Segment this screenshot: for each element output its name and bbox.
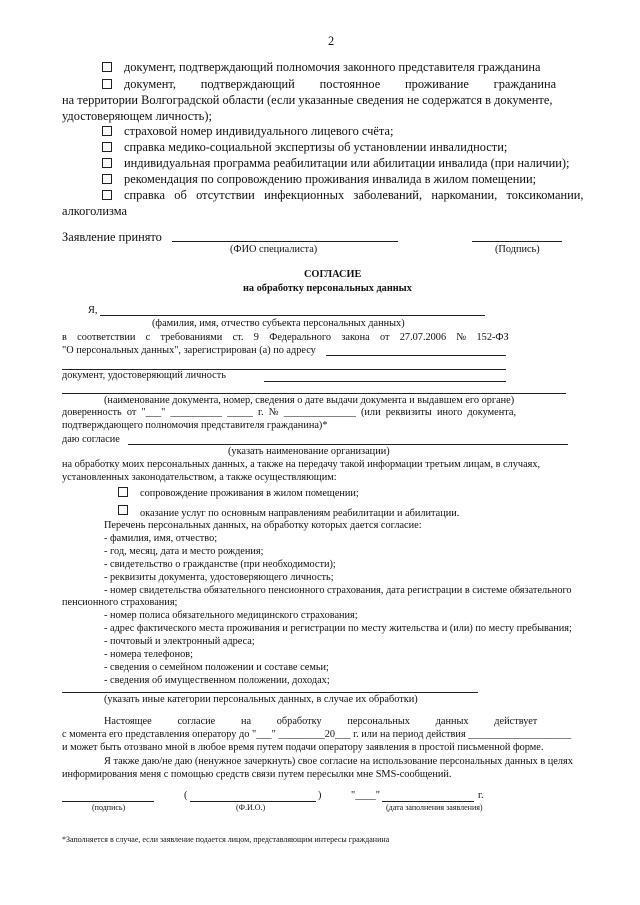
pd-list-intro: Перечень персональных данных, на обработку которых дается согласие: bbox=[104, 520, 422, 531]
fio-paren-close: ) bbox=[318, 790, 322, 801]
other-categories-caption: (указать иные категории персональных данных, в случае их обработки) bbox=[104, 694, 418, 705]
pd-item: - сведения о семейном положении и составе семьи; bbox=[104, 662, 329, 673]
checkbox-housing-support[interactable] bbox=[118, 487, 128, 497]
accepted-fio-caption: (ФИО специалиста) bbox=[230, 244, 318, 255]
date-line[interactable] bbox=[382, 801, 474, 802]
accepted-sign-line[interactable] bbox=[472, 241, 562, 242]
doc-item-legal-rep: документ, подтверждающий полномочия законного представителя гражданина bbox=[124, 60, 541, 74]
pd-item: - сведения об имущественном положении, доходах; bbox=[104, 675, 330, 686]
consent-to-label: даю согласие bbox=[62, 434, 120, 445]
pd-item: - год, месяц, дата и место рождения; bbox=[104, 546, 264, 557]
date-caption: (дата заполнения заявления) bbox=[386, 803, 483, 812]
pd-item: - фамилия, имя, отчество; bbox=[104, 533, 218, 544]
pd-item: - реквизиты документа, удостоверяющего личность; bbox=[104, 572, 334, 583]
checkbox-rehab-services[interactable] bbox=[118, 505, 128, 515]
doc-item-mse: справка медико-социальной экспертизы об установлении инвалидности; bbox=[124, 140, 508, 154]
pd-item: - номер полиса обязательного медицинского страхования; bbox=[104, 610, 358, 621]
fio-caption: (Ф.И.О.) bbox=[236, 803, 266, 812]
other-categories-line[interactable] bbox=[62, 692, 478, 693]
consent-title: СОГЛАСИЕ bbox=[304, 269, 362, 280]
validity-line-3: и может быть отозвано мной в любое время путем подачи оператору заявления в простой письменной форме. bbox=[62, 742, 544, 753]
checkbox-ipra[interactable] bbox=[102, 158, 112, 168]
pd-item: - почтовый и электронный адреса; bbox=[104, 636, 255, 647]
processing-line: на обработку моих персональных данных, а также на передачу такой информации третьим лицам, в случаях, bbox=[62, 459, 541, 470]
organization-caption: (указать наименование организации) bbox=[228, 446, 390, 457]
doc-item-residence-cont2: удостоверяющем личность); bbox=[62, 109, 212, 123]
subject-name-caption: (фамилия, имя, отчество субъекта персональных данных) bbox=[152, 318, 405, 329]
signature-line[interactable] bbox=[62, 801, 154, 802]
doc-item-health-cert: справка об отсутствии инфекционных заболеваний, наркомании, токсикомании, bbox=[124, 188, 584, 202]
accepted-fio-line[interactable] bbox=[172, 241, 398, 242]
address-line[interactable] bbox=[326, 355, 506, 356]
checkbox-mse[interactable] bbox=[102, 142, 112, 152]
checkbox-legal-rep-doc[interactable] bbox=[102, 62, 112, 72]
doc-item-residence: документ, подтверждающий постоянное проживание гражданина bbox=[124, 77, 557, 91]
pd-item: - адрес фактического места проживания и регистрации по месту жительства и (или) по месту пребывания; bbox=[104, 623, 572, 634]
sms-consent-line-2: информирования меня с помощью средств связи путем пересылки мне SMS-сообщений. bbox=[62, 769, 452, 780]
date-prefix: "____" bbox=[351, 790, 381, 801]
organization-line[interactable] bbox=[128, 444, 568, 445]
address-label: "О персональных данных", зарегистрирован (а) по адресу bbox=[62, 345, 316, 356]
accepted-sign-caption: (Подпись) bbox=[495, 244, 540, 255]
id-doc-line-2[interactable] bbox=[62, 393, 566, 394]
subject-name-line[interactable] bbox=[100, 315, 485, 316]
id-doc-caption: (наименование документа, номер, сведения о дате выдачи документа и выдавшем его органе) bbox=[104, 395, 515, 406]
pd-item: - свидетельство о гражданстве (при необходимости); bbox=[104, 559, 336, 570]
checkbox-residence-doc[interactable] bbox=[102, 79, 112, 89]
doc-item-residence-cont: на территории Волгоградской области (если указанные сведения не содержатся в документе, bbox=[62, 93, 553, 107]
sms-consent-line: Я также даю/не даю (ненужное зачеркнуть) свое согласие на использование персональных данных в целях bbox=[104, 756, 573, 767]
doc-item-ipra: индивидуальная программа реабилитации или абилитации инвалида (при наличии); bbox=[124, 156, 570, 170]
consent-ya: Я, bbox=[88, 305, 98, 316]
processing-line-2: установленных законодательством, а также осуществляющим: bbox=[62, 472, 337, 483]
pd-item: - номера телефонов; bbox=[104, 649, 193, 660]
fio-line[interactable] bbox=[190, 801, 316, 802]
validity-line: Настоящее согласие на обработку персональных данных действует bbox=[104, 716, 538, 727]
checkbox-recommendation[interactable] bbox=[102, 174, 112, 184]
option-housing-support: сопровождение проживания в жилом помещении; bbox=[140, 488, 359, 499]
power-of-attorney-line: доверенность от "___" __________ _____ г. № ______________ (или реквизиты иного документа, bbox=[62, 407, 517, 418]
date-suffix: г. bbox=[478, 790, 484, 801]
pd-item: пенсионного страхования; bbox=[62, 597, 178, 608]
footnote: *Заполняется в случае, если заявление подается лицом, представляющим интересы гражданина bbox=[62, 835, 390, 844]
power-of-attorney-line-2: подтверждающего полномочия представителя гражданина)* bbox=[62, 420, 328, 431]
fio-paren-open: ( bbox=[184, 790, 188, 801]
signature-caption: (подпись) bbox=[92, 803, 126, 812]
pd-item: - номер свидетельства обязательного пенсионного страхования, дата регистрации в системе обязательного bbox=[104, 585, 572, 596]
law-line: в соответствии с требованиями ст. 9 Федерального закона от 27.07.2006 № 152-ФЗ bbox=[62, 332, 509, 343]
checkbox-health-cert[interactable] bbox=[102, 190, 112, 200]
validity-line-2: с момента его представления оператору до "___" _________20___ г. или на период действия ____________________ bbox=[62, 729, 572, 740]
accepted-label: Заявление принято bbox=[62, 230, 162, 244]
id-doc-label: документ, удостоверяющий личность bbox=[62, 370, 226, 381]
option-rehab-services: оказание услуг по основным направлениям реабилитации и абилитации. bbox=[140, 508, 460, 519]
id-doc-line[interactable] bbox=[264, 381, 506, 382]
doc-item-health-cert-cont: алкоголизма bbox=[62, 204, 127, 218]
page-number: 2 bbox=[328, 34, 335, 48]
checkbox-snils[interactable] bbox=[102, 126, 112, 136]
consent-subtitle: на обработку персональных данных bbox=[243, 283, 412, 294]
doc-item-snils: страховой номер индивидуального лицевого счёта; bbox=[124, 124, 394, 138]
doc-item-recommendation: рекомендация по сопровождению проживания инвалида в жилом помещении; bbox=[124, 172, 537, 186]
